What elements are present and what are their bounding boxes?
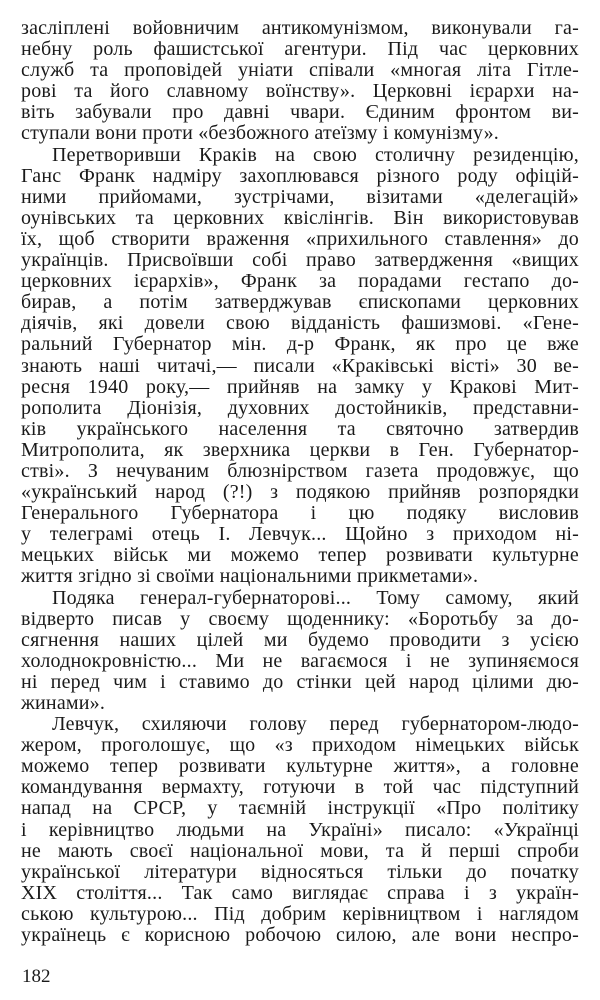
text-line: мецьких військ ми можемо тепер розвивати культурне [21, 544, 579, 567]
text-line: відверто писав у своєму щоденнику: «Боротьбу за до- [21, 607, 579, 630]
text-line: рополита Діонізія, духовних достойників, представни- [21, 396, 579, 419]
text-line: бирав, а потім затверджував єпископами церковних [21, 291, 579, 314]
text-line: рові та його славному воїнству». Церковні ієрархи на- [21, 80, 579, 103]
text-line: Подяка генерал-губернаторові... Тому самому, який [52, 586, 579, 609]
body-text [21, 18, 579, 946]
page-number: 182 [22, 966, 51, 987]
text-line: сягнення наших цілей ми будемо проводити з усією [21, 628, 579, 651]
text-line: Перетворивши Краків на свою столичну резиденцію, [52, 143, 579, 166]
text-line: діячів, які довели свою відданість фашизмові. «Гене- [21, 312, 579, 335]
text-line: XIX століття... Так само виглядає справа і з україн- [21, 881, 579, 904]
text-line: можемо тепер розвивати культурне життя», а головне [21, 755, 579, 778]
text-line: віть забували про давні чвари. Єдиним фронтом ви- [21, 101, 579, 124]
text-line: ними прийомами, зустрічами, візитами «делегацій» [21, 185, 579, 208]
text-line: «український народ (?!) з подякою прийняв розпорядки [21, 481, 579, 504]
text-line: жером, проголошує, що «з приходом німецьких військ [21, 734, 579, 757]
text-line: ральний Губернатор мін. д-р Франк, як про це вже [21, 333, 579, 356]
text-line: у телеграмі отець І. Левчук... Щойно з приходом ні- [21, 523, 579, 546]
text-line: української літератури відносяться тільки до початку [21, 860, 579, 883]
text-line: і керівництво людьми на Україні» писало: «Українці [21, 818, 579, 841]
text-line: жинами». [21, 692, 106, 714]
text-line: українець є корисною робочою силою, але вони неспро- [21, 924, 579, 947]
text-line: служб та проповідей уніати співали «многая літа Гітле- [21, 59, 579, 82]
text-line: напад на СРСР, у таємній інструкції «Про політику [21, 797, 579, 820]
text-line: Генерального Губернатора і цю подяку висловив [21, 502, 579, 525]
text-line: оунівських та церковних квіслінгів. Він використовував [21, 206, 579, 229]
paragraph [21, 145, 579, 588]
text-line: церковних ієрархів», Франк за порадами гестапо до- [21, 270, 579, 293]
text-line: не мають своєї національної мови, та й перші спроби [21, 839, 579, 862]
text-line: засліплені войовничим антикомунізмом, виконували га- [21, 17, 579, 39]
text-line: ською культурою... Під добрим керівництвом і наглядом [21, 902, 579, 925]
text-line: ні перед чим і ставимо до стінки цей народ цілими дю- [21, 670, 579, 693]
text-line: українців. Присвоївши собі право затвердження «вищих [21, 249, 579, 272]
text-line: їх, щоб створити враження «прихильного ставлення» до [21, 227, 579, 250]
text-line: небну роль фашистської агентури. Під час церковних [21, 38, 579, 61]
text-line: Митрополита, як зверхника церкви в Ген. Губернатор- [21, 438, 579, 461]
text-line: Ганс Франк надміру захоплювався різного роду офіцій- [21, 164, 579, 187]
text-line: знають наші читачі,— писали «Краківські вісті» 30 ве- [21, 354, 579, 377]
text-line: холоднокровністю... Ми не вагаємося і не зупиняємося [21, 649, 579, 672]
paragraph [21, 18, 579, 145]
text-line: ресня 1940 року,— прийняв на замку у Кракові Мит- [21, 375, 579, 398]
paragraph [21, 588, 579, 715]
text-line: Левчук, схиляючи голову перед губернатором-людо- [52, 713, 579, 736]
text-line: ків українського населення та святочно затвердив [21, 417, 579, 440]
text-line: стві». З нечуваним блюзнірством газета продовжує, що [21, 459, 579, 482]
text-line: командування вермахту, готуючи в той час підступний [21, 776, 579, 799]
text-line: життя згідно зі своїми національними прикметами». [21, 565, 479, 588]
text-line: ступали вони проти «безбожного атеїзму і комунізму». [21, 122, 499, 145]
paragraph [21, 714, 579, 946]
